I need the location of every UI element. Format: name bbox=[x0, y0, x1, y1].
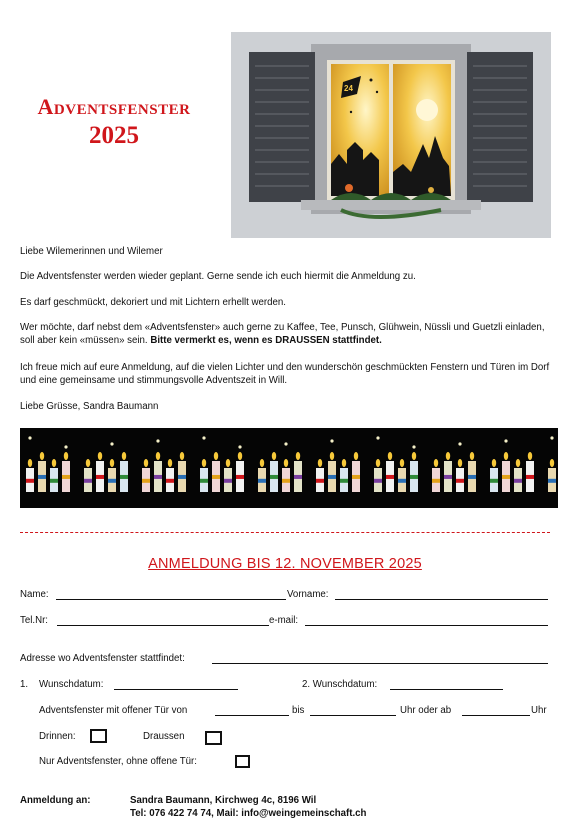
candle bbox=[96, 452, 104, 492]
wunschdatum-1-label: Wunschdatum: bbox=[39, 679, 104, 690]
candle bbox=[468, 452, 476, 492]
title-year: 2025 bbox=[89, 122, 139, 149]
star-dot bbox=[238, 445, 241, 448]
star-dot bbox=[156, 439, 159, 442]
candle bbox=[410, 452, 418, 492]
candle bbox=[154, 452, 162, 492]
letter-paragraph-3 bbox=[20, 321, 550, 347]
email-label: e-mail: bbox=[269, 615, 299, 626]
star-dot bbox=[458, 442, 461, 445]
letter-greeting: Liebe Wilemerinnen und Wilemer bbox=[20, 246, 163, 257]
star-dot bbox=[64, 445, 67, 448]
registration-heading: ANMELDUNG BIS 12. NOVEMBER 2025 bbox=[148, 556, 422, 572]
letter-paragraph-4: Ich freue mich auf eure Anmeldung, auf die vielen Lichter und den wunderschön geschmückten Fenstern und Türen im Dorf und eine gemeinsame und stimmungsvolle Adventszeit in Will. bbox=[20, 362, 550, 386]
candle bbox=[62, 452, 70, 492]
draussen-checkbox[interactable] bbox=[205, 731, 222, 745]
title-line1: Adventsfenster bbox=[37, 94, 191, 119]
candles-illustration bbox=[20, 428, 558, 508]
candle bbox=[328, 452, 336, 492]
candle bbox=[166, 459, 174, 492]
candle bbox=[398, 459, 406, 492]
wunschdatum-1-field[interactable] bbox=[114, 689, 238, 690]
nur-fenster-checkbox[interactable] bbox=[235, 755, 250, 768]
address-field[interactable] bbox=[212, 663, 548, 664]
uhr-oder-ab-label: Uhr oder ab bbox=[400, 705, 452, 716]
letter-closing: Liebe Grüsse, Sandra Baumann bbox=[20, 401, 159, 412]
candle bbox=[456, 459, 464, 492]
drinnen-checkbox[interactable] bbox=[90, 729, 107, 743]
star-dot bbox=[110, 442, 113, 445]
candle bbox=[340, 459, 348, 492]
paragraph-3-text: Wer möchte, darf nebst dem «Adventsfenster» auch gerne zu Kaffee, Tee, Punsch, Glühwein, Nüssli und Guetzli einladen, soll aber kein «müssen» sein. bbox=[20, 322, 545, 346]
candle bbox=[84, 459, 92, 492]
star-dot bbox=[28, 436, 31, 439]
page-title bbox=[20, 94, 208, 152]
star-dot bbox=[550, 436, 553, 439]
letter-paragraph-2: Es darf geschmückt, dekoriert und mit Lichtern erhellt werden. bbox=[20, 297, 286, 308]
tel-field[interactable] bbox=[57, 625, 269, 626]
candle bbox=[526, 452, 534, 492]
candle bbox=[432, 459, 440, 492]
star-dot bbox=[330, 439, 333, 442]
time-from-field[interactable] bbox=[215, 715, 289, 716]
candle bbox=[548, 459, 556, 492]
window-number: 24 bbox=[344, 84, 353, 93]
vorname-field[interactable] bbox=[335, 599, 548, 600]
candle bbox=[38, 452, 46, 492]
email-field[interactable] bbox=[305, 625, 548, 626]
tel-label: Tel.Nr: bbox=[20, 615, 48, 626]
drinnen-label: Drinnen: bbox=[39, 731, 76, 742]
star-dot bbox=[202, 436, 205, 439]
candle bbox=[374, 459, 382, 492]
candle bbox=[502, 452, 510, 492]
candle bbox=[108, 459, 116, 492]
dashed-separator bbox=[20, 532, 550, 533]
footer-label: Anmeldung an: bbox=[20, 795, 91, 806]
candle bbox=[50, 459, 58, 492]
wunschdatum-2-label: 2. Wunschdatum: bbox=[302, 679, 378, 690]
candle bbox=[352, 452, 360, 492]
item-number-1: 1. bbox=[20, 679, 29, 690]
candle bbox=[490, 459, 498, 492]
candle-strip-image bbox=[20, 428, 558, 508]
candle bbox=[178, 452, 186, 492]
candle bbox=[294, 452, 302, 492]
open-door-label: Adventsfenster mit offener Tür von bbox=[39, 705, 188, 716]
candle bbox=[258, 459, 266, 492]
time-to-field[interactable] bbox=[310, 715, 396, 716]
candle bbox=[282, 459, 290, 492]
address-label: Adresse wo Adventsfenster stattfindet: bbox=[20, 653, 185, 664]
candle bbox=[514, 459, 522, 492]
candle bbox=[316, 459, 324, 492]
star-dot bbox=[376, 436, 379, 439]
star-dot bbox=[504, 439, 507, 442]
candle bbox=[200, 459, 208, 492]
candle bbox=[212, 452, 220, 492]
candle bbox=[386, 452, 394, 492]
star-dot bbox=[412, 445, 415, 448]
star-dot bbox=[284, 442, 287, 445]
candle bbox=[120, 452, 128, 492]
time-alt-field[interactable] bbox=[462, 715, 530, 716]
footer-address: Sandra Baumann, Kirchweg 4c, 8196 Wil bbox=[130, 795, 317, 806]
candle bbox=[142, 459, 150, 492]
name-field[interactable] bbox=[56, 599, 286, 600]
nur-fenster-label: Nur Adventsfenster, ohne offene Tür: bbox=[39, 756, 197, 767]
candle bbox=[26, 459, 34, 492]
wunschdatum-2-field[interactable] bbox=[390, 689, 503, 690]
footer-contact: Tel: 076 422 74 74, Mail: info@weingemeinschaft.ch bbox=[130, 808, 367, 819]
vorname-label: Vorname: bbox=[287, 589, 329, 600]
candle bbox=[224, 459, 232, 492]
uhr-label: Uhr bbox=[531, 705, 547, 716]
bis-label: bis bbox=[292, 705, 305, 716]
advent-window-photo bbox=[231, 32, 551, 238]
candle bbox=[270, 452, 278, 492]
letter-paragraph-1: Die Adventsfenster werden wieder geplant. Gerne sende ich euch hiermit die Anmeldung zu. bbox=[20, 271, 416, 282]
candle bbox=[236, 452, 244, 492]
draussen-label: Draussen bbox=[143, 731, 185, 742]
name-label: Name: bbox=[20, 589, 49, 600]
paragraph-3-bold: Bitte vermerkt es, wenn es DRAUSSEN stattfindet. bbox=[150, 335, 382, 346]
window-illustration bbox=[231, 32, 551, 238]
candle bbox=[444, 452, 452, 492]
